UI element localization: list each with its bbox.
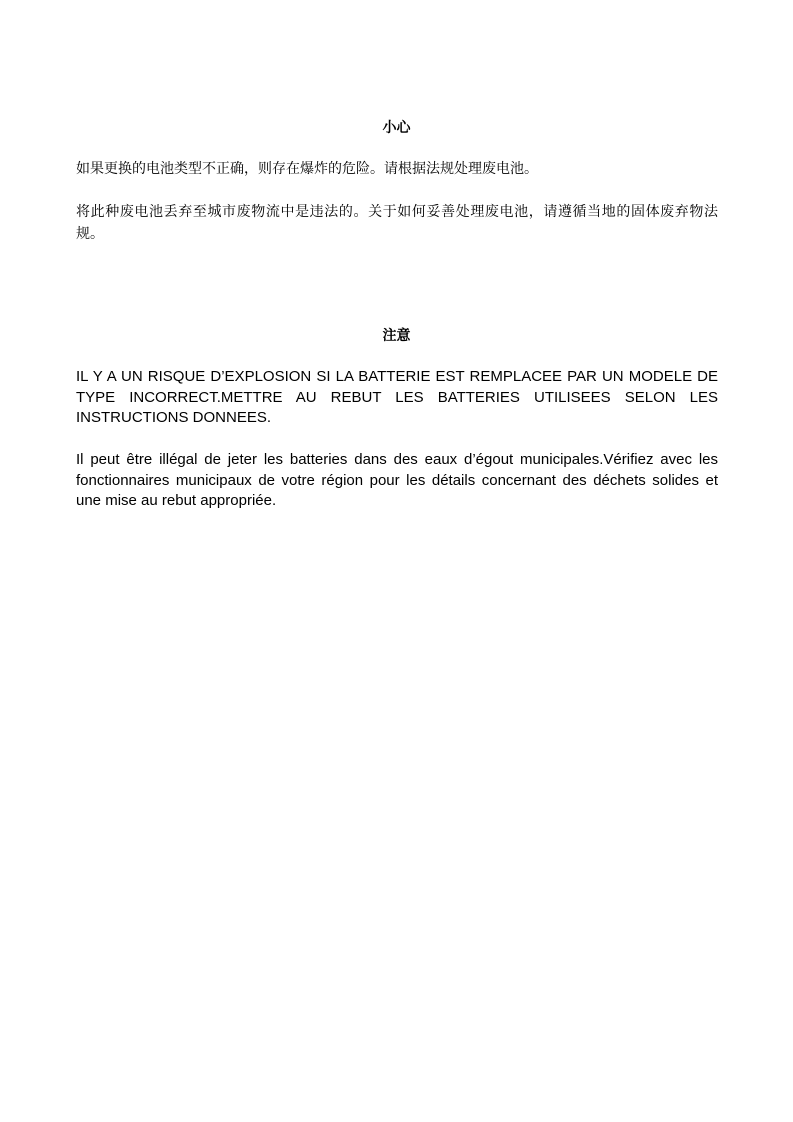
caution-heading-zh: 小心 [382, 120, 411, 136]
caution-paragraph-zh-1: 如果更换的电池类型不正确，则存在爆炸的危险。请根据法规处理废电池。 [76, 161, 538, 177]
caution-paragraph-zh-2: 将此种废电池丢弃至城市废物流中是违法的。关于如何妥善处理废电池，请遵循当地的固体废弃物法规。 [76, 204, 718, 242]
caution-paragraph-fr-2: Il peut être illégal de jeter les batteries dans des eaux d’égout municipales.Vérifiez avec les fonctionnaires municipaux de votre région pour les détails concernant des déchets solides et une mise au rebut appropriée. [76, 451, 718, 509]
caution-paragraph-fr-1: IL Y A UN RISQUE D’EXPLOSION SI LA BATTERIE EST REMPLACEE PAR UN MODELE DE TYPE INCORRECT.METTRE AU REBUT LES BATTERIES UTILISEES SELON LES INSTRUCTIONS DONNEES. [76, 368, 718, 426]
caution-heading-fr: 注意 [382, 328, 411, 344]
